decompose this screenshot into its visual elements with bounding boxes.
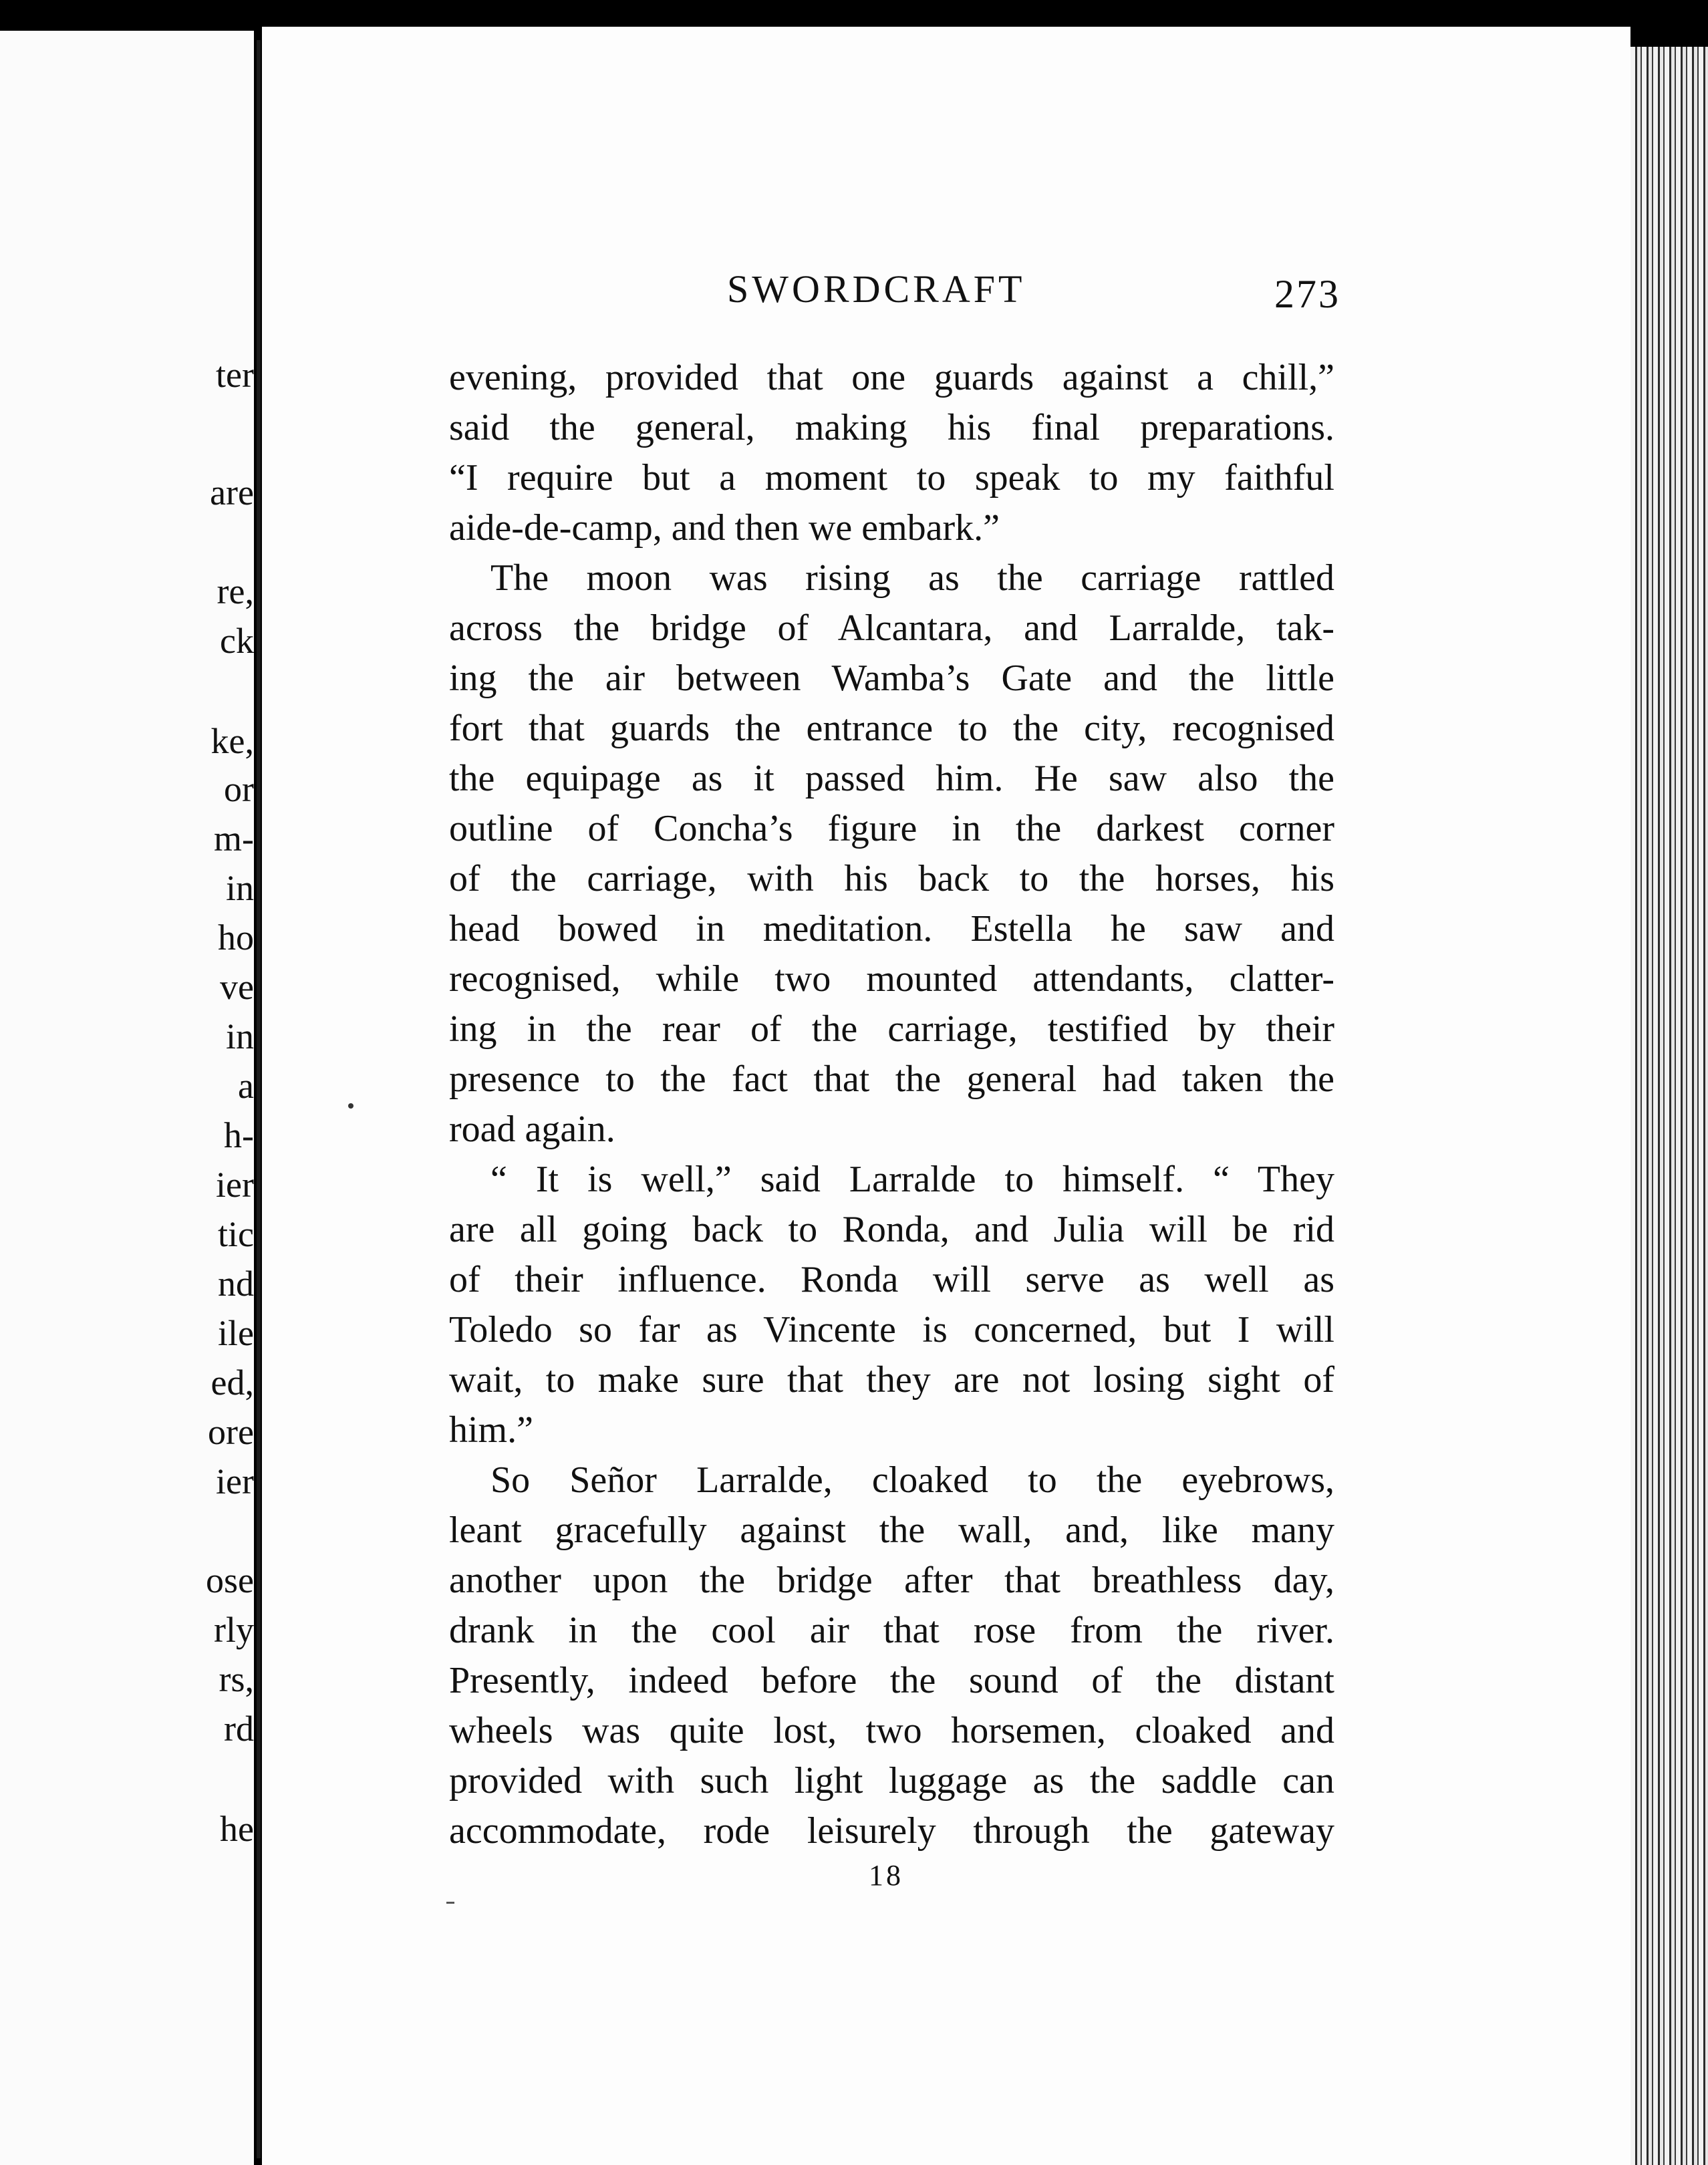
left-page-line-end: he [220, 1809, 254, 1849]
left-page-line-end: ier [216, 1165, 254, 1205]
page-edges [1630, 27, 1708, 2165]
left-page-line-end: ke, [210, 721, 254, 761]
text-line: drank in the cool air that rose from the river. [449, 1610, 1334, 1651]
left-page-line-end: in [225, 1016, 254, 1056]
text-line: The moon was rising as the carriage rattled [490, 557, 1334, 599]
text-line: recognised, while two mounted attendants, clatter- [449, 958, 1334, 1000]
text-line: are all going back to Ronda, and Julia will be rid [449, 1209, 1334, 1250]
left-page-line-end: ho [218, 917, 254, 958]
left-page-line-end: rd [224, 1709, 254, 1749]
text-line: across the bridge of Alcantara, and Larralde, tak- [449, 607, 1334, 649]
text-line: ing the air between Wamba’s Gate and the little [449, 658, 1334, 699]
left-page-line-end: m- [214, 819, 254, 859]
page-edges-top [1630, 27, 1708, 47]
left-page-fragment [0, 31, 254, 2165]
signature-mark: 18 [869, 1859, 903, 1892]
text-line: head bowed in meditation. Estella he saw and [449, 908, 1334, 950]
left-page-line-end: are [210, 472, 254, 513]
left-page-line-end: in [225, 868, 254, 908]
text-line: wait, to make sure that they are not losing sight of [449, 1359, 1334, 1401]
left-page-line-end: ier [216, 1461, 254, 1501]
page-number: 273 [1274, 272, 1340, 316]
stray-ink-dot [348, 1103, 353, 1109]
body-text [449, 353, 1334, 1856]
left-page-line-end: ck [220, 621, 254, 661]
text-line: wheels was quite lost, two horsemen, cloaked and [449, 1710, 1334, 1751]
running-title: SWORDCRAFT [727, 267, 1026, 311]
left-page-line-end: re, [217, 571, 254, 611]
text-line: of the carriage, with his back to the horses, his [449, 858, 1334, 899]
text-line: provided with such light luggage as the saddle can [449, 1760, 1334, 1801]
left-page-line-end: rs, [219, 1659, 254, 1699]
left-page-line-end: rly [214, 1610, 254, 1650]
text-line: “ It is well,” said Larralde to himself. “ They [490, 1159, 1334, 1200]
left-page-line-end: nd [218, 1264, 254, 1304]
text-line: presence to the fact that the general had taken the [449, 1058, 1334, 1100]
text-line: him.” [449, 1409, 533, 1451]
text-line: evening, provided that one guards against a chill,” [449, 357, 1334, 398]
text-line: ing in the rear of the carriage, testified by their [449, 1008, 1334, 1050]
stray-ink-mark [446, 1902, 454, 1904]
left-page-line-end: a [238, 1066, 254, 1106]
text-line: So Señor Larralde, cloaked to the eyebrows, [490, 1459, 1334, 1501]
left-page-line-end: ore [208, 1412, 254, 1452]
left-page-line-end: ve [220, 967, 254, 1007]
text-line: of their influence. Ronda will serve as well as [449, 1259, 1334, 1300]
left-page-line-end: tic [218, 1214, 254, 1254]
text-line: aide-de-camp, and then we embark.” [449, 507, 1000, 549]
text-line: “I require but a moment to speak to my faithful [449, 457, 1334, 498]
left-page-line-end: ter [216, 355, 254, 395]
text-line: the equipage as it passed him. He saw also the [449, 758, 1334, 799]
left-page-line-end: h- [224, 1115, 254, 1155]
text-line: another upon the bridge after that breathless day, [449, 1560, 1334, 1601]
left-page-line-end: ose [206, 1560, 254, 1600]
text-line: Presently, indeed before the sound of the distant [449, 1660, 1334, 1701]
text-line: road again. [449, 1109, 615, 1150]
text-line: Toledo so far as Vincente is concerned, but I will [449, 1309, 1334, 1350]
text-line: outline of Concha’s figure in the darkest corner [449, 808, 1334, 849]
text-line: accommodate, rode leisurely through the gateway [449, 1810, 1334, 1852]
left-page-line-end: ile [218, 1313, 254, 1353]
left-page-line-end: ed, [210, 1362, 254, 1403]
book-gutter [257, 40, 261, 2158]
text-line: fort that guards the entrance to the city, recognised [449, 708, 1334, 749]
left-page-line-end: or [224, 769, 254, 809]
text-line: leant gracefully against the wall, and, like many [449, 1509, 1334, 1551]
text-line: said the general, making his final preparations. [449, 407, 1334, 448]
